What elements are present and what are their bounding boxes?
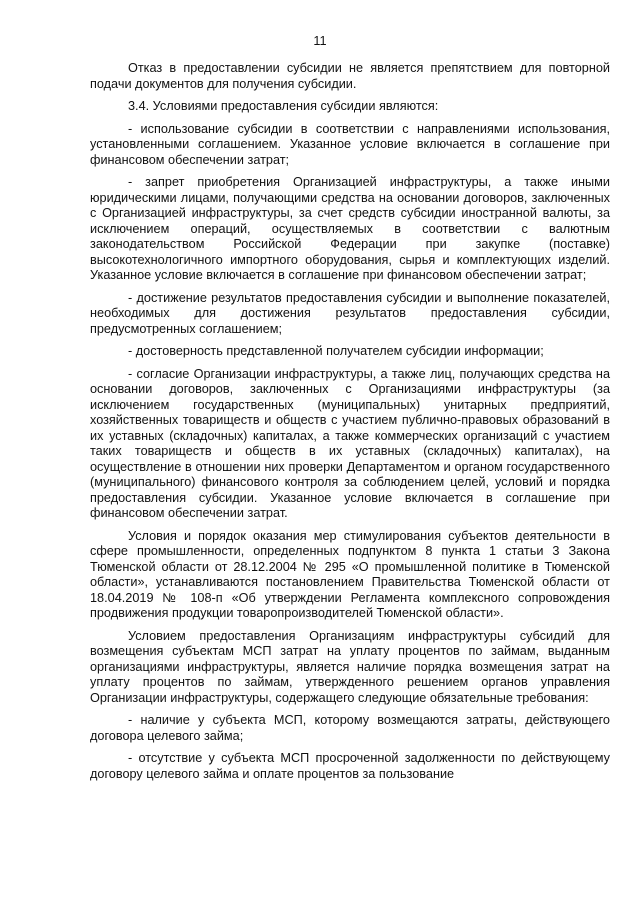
list-item: - наличие у субъекта МСП, которому возмещаются затраты, действующего договора целевого займа; — [90, 713, 610, 743]
paragraph: Условия и порядок оказания мер стимулирования субъектов деятельности в сфере промышленности, определенных подпунктом 8 пункта 1 статьи 3 Закона Тюменской области от 28.12.2004 № 295 «О промышленной политике в Тюменской области», устанавливаются постановлением Правительства Тюменской области от 18.04.2019 № 108-п «Об утверждении Регламента комплексного сопровождения продвижения продукции товаропроизводителей Тюменской области». — [90, 528, 610, 620]
list-item: - отсутствие у субъекта МСП просроченной задолженности по действующему договору целевого займа и оплате процентов за пользование — [90, 751, 610, 781]
list-item: - достоверность представленной получателем субсидии информации; — [128, 344, 544, 358]
list-item: - использование субсидии в соответствии с направлениями использования, установленными соглашением. Указанное условие включается в соглашение при финансовом обеспечении затрат; — [90, 121, 610, 167]
section-heading: 3.4. Условиями предоставления субсидии являются: — [128, 99, 439, 113]
list-item: - согласие Организации инфраструктуры, а также лиц, получающих средства на основании договоров, заключенных с Организациями инфраструктуры (за исключением государственных (муниципальных) унитарных предприятий, хозяйственных товариществ и обществ с участием публично-правовых образований в их уставных (складочных) капиталах, а также коммерческих организаций с участием таких товариществ и обществ в их уставных (складочных) капиталах), на осуществление в отношении них проверки Департаментом и органом государственного (муниципального) финансового контроля за соблюдением целей, условий и порядка предоставления субсидии. Указанное условие включается в соглашение при финансовом обеспечении затрат. — [90, 366, 610, 520]
document-body — [90, 61, 610, 782]
list-item: - запрет приобретения Организацией инфраструктуры, а также иными юридическими лицами, получающими средства на основании договоров, заключенных с Организацией инфраструктуры, за счет средств субсидии иностранной валюты, за исключением операций, осуществляемых в соответствии с валютным законодательством Российской Федерации при закупке (поставке) высокотехнологичного импортного оборудования, сырья и комплектующих изделий. Указанное условие включается в соглашение при финансовом обеспечении затрат; — [90, 175, 610, 282]
paragraph: Условием предоставления Организациям инфраструктуры субсидий для возмещения субъектам МСП затрат на уплату процентов по займам, выданным организациями инфраструктуры, является наличие порядка возмещения затрат на уплату процентов по займам, утвержденного решением органов управления Организации инфраструктуры, содержащего следующие обязательные требования: — [90, 628, 610, 705]
list-item: - достижение результатов предоставления субсидии и выполнение показателей, необходимых для достижения результатов предоставления субсидии, предусмотренных соглашением; — [90, 290, 610, 336]
page-number: 11 — [313, 34, 327, 48]
paragraph: Отказ в предоставлении субсидии не является препятствием для повторной подачи документов для получения субсидии. — [90, 61, 610, 91]
